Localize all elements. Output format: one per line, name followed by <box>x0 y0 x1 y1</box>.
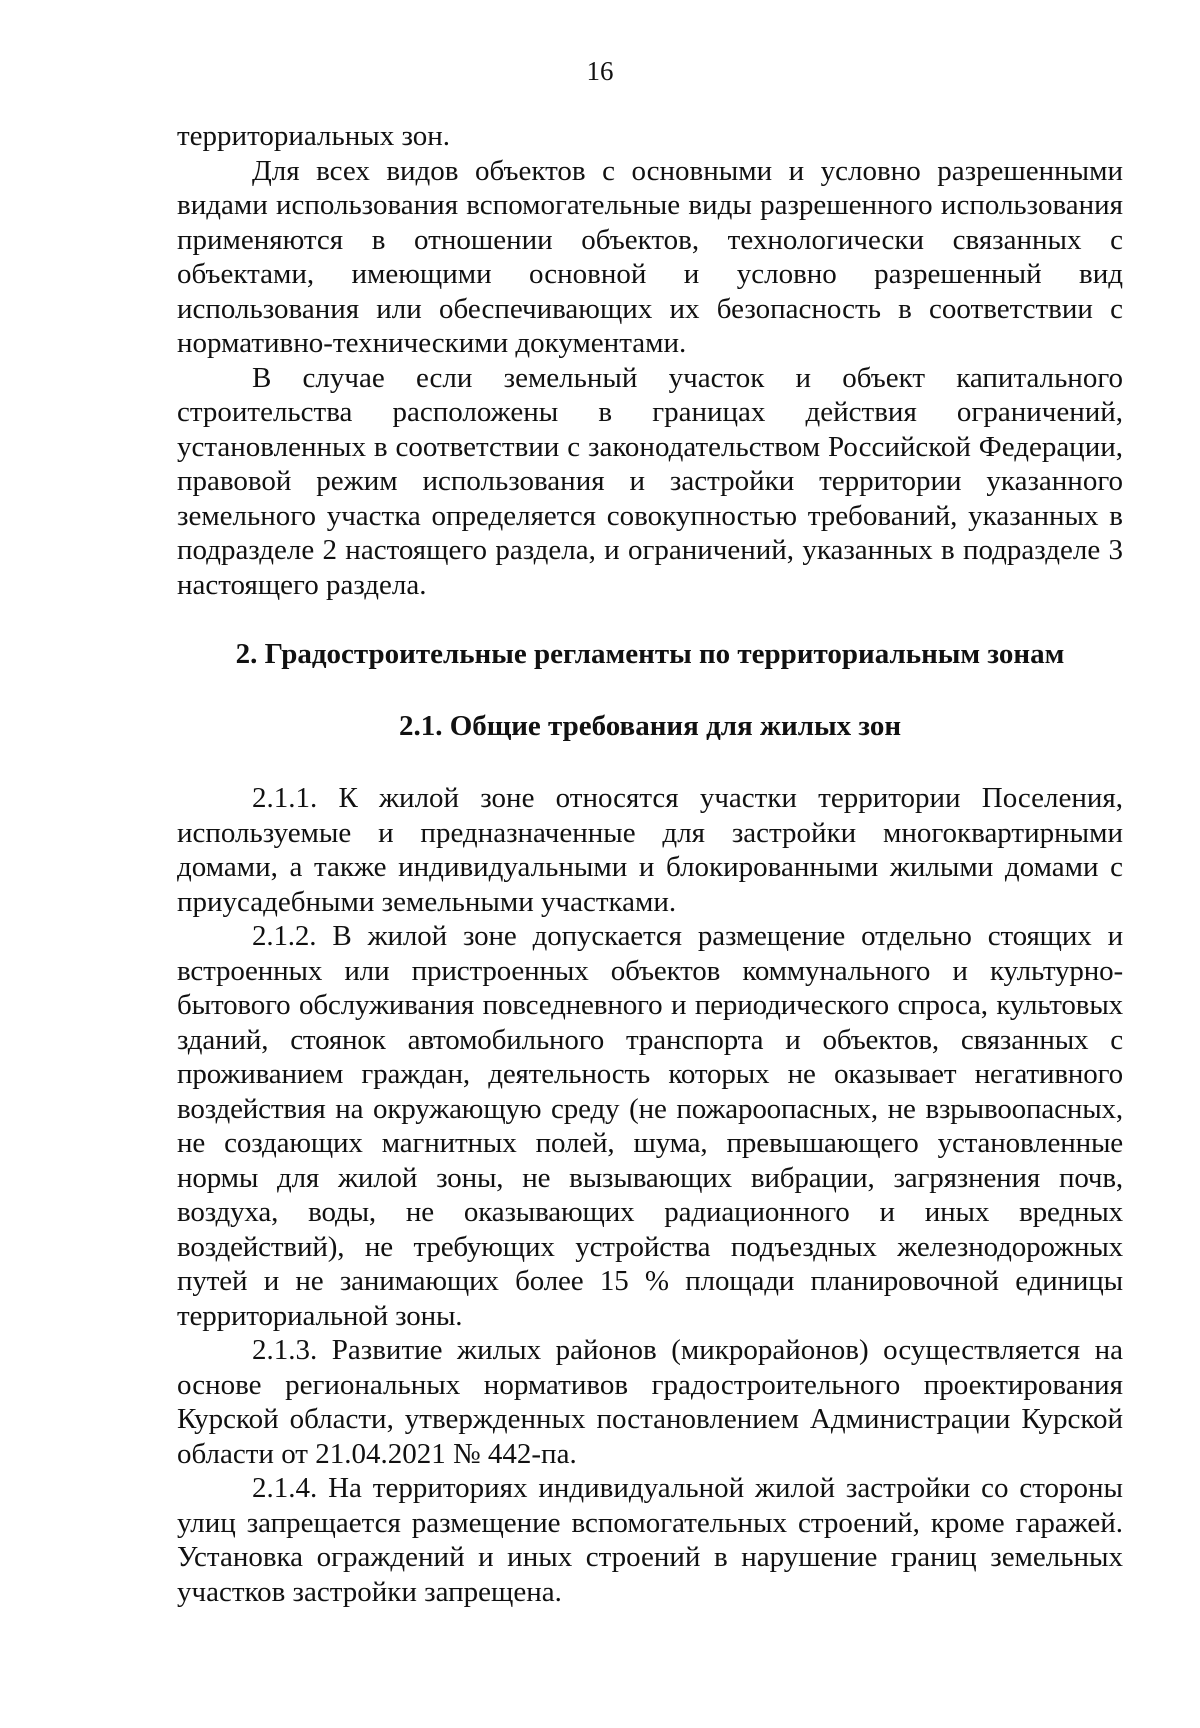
clause-2-1-4: 2.1.4. На территориях индивидуальной жилой застройки со стороны улиц запрещается размещение вспомогательных строений, кроме гаражей. Установка ограждений и иных строений в нарушение границ земельных участков застройки запрещена. <box>177 1472 1123 1608</box>
clause-2-1-1: 2.1.1. К жилой зоне относятся участки территории Поселения, используемые и предназначенные для застройки многоквартирными домами, а также индивидуальными и блокированными жилыми домами с приусадебными земельными участками. <box>177 782 1123 918</box>
paragraph-continuation: территориальных зон. <box>177 120 451 152</box>
paragraph-auxiliary-uses: Для всех видов объектов с основными и условно разрешенными видами использования вспомогательные виды разрешенного использования применяются в отношении объектов, технологически связанных с объектами, имеющими основной и условно разрешенный вид использования или обеспечивающих их безопасность в соответствии с нормативно-техническими документами. <box>177 154 1123 359</box>
page-number: 16 <box>586 56 614 86</box>
paragraph-restrictions: В случае если земельный участок и объект капитального строительства расположены в границах действия ограничений, установленных в соответствии с законодательством Российской Федерации, правовой режим использования и застройки территории указанного земельного участка определяется совокупностью требований, указанных в подразделе 2 настоящего раздела, и ограничений, указанных в подразделе 3 настоящего раздела. <box>177 361 1123 601</box>
clause-2-1-3: 2.1.3. Развитие жилых районов (микрорайонов) осуществляется на основе региональных нормативов градостроительного проектирования Курской области, утвержденных постановлением Администрации Курской области от 21.04.2021 № 442-па. <box>177 1334 1123 1470</box>
subsection-heading: 2.1. Общие требования для жилых зон <box>398 709 902 742</box>
clause-2-1-2: 2.1.2. В жилой зоне допускается размещение отдельно стоящих и встроенных или пристроенных объектов коммунального и культурно-бытового обслуживания повседневного и периодического спроса, культовых зданий, стоянок автомобильного транспорта и объектов, связанных с проживанием граждан, деятельность которых не оказывает негативного воздействия на окружающую среду (не пожароопасных, не взрывоопасных, не создающих магнитных полей, шума, превышающего установленные нормы для жилой зоны, не вызывающих вибрации, загрязнения почв, воздуха, воды, не оказывающих радиационного и иных вредных воздействий), не требующих устройства подъездных железнодорожных путей и не занимающих более 15 % площади планировочной единицы территориальной зоны. <box>177 920 1123 1332</box>
section-heading: 2. Градостроительные регламенты по территориальным зонам <box>235 638 1065 670</box>
document-body <box>177 119 1123 1609</box>
